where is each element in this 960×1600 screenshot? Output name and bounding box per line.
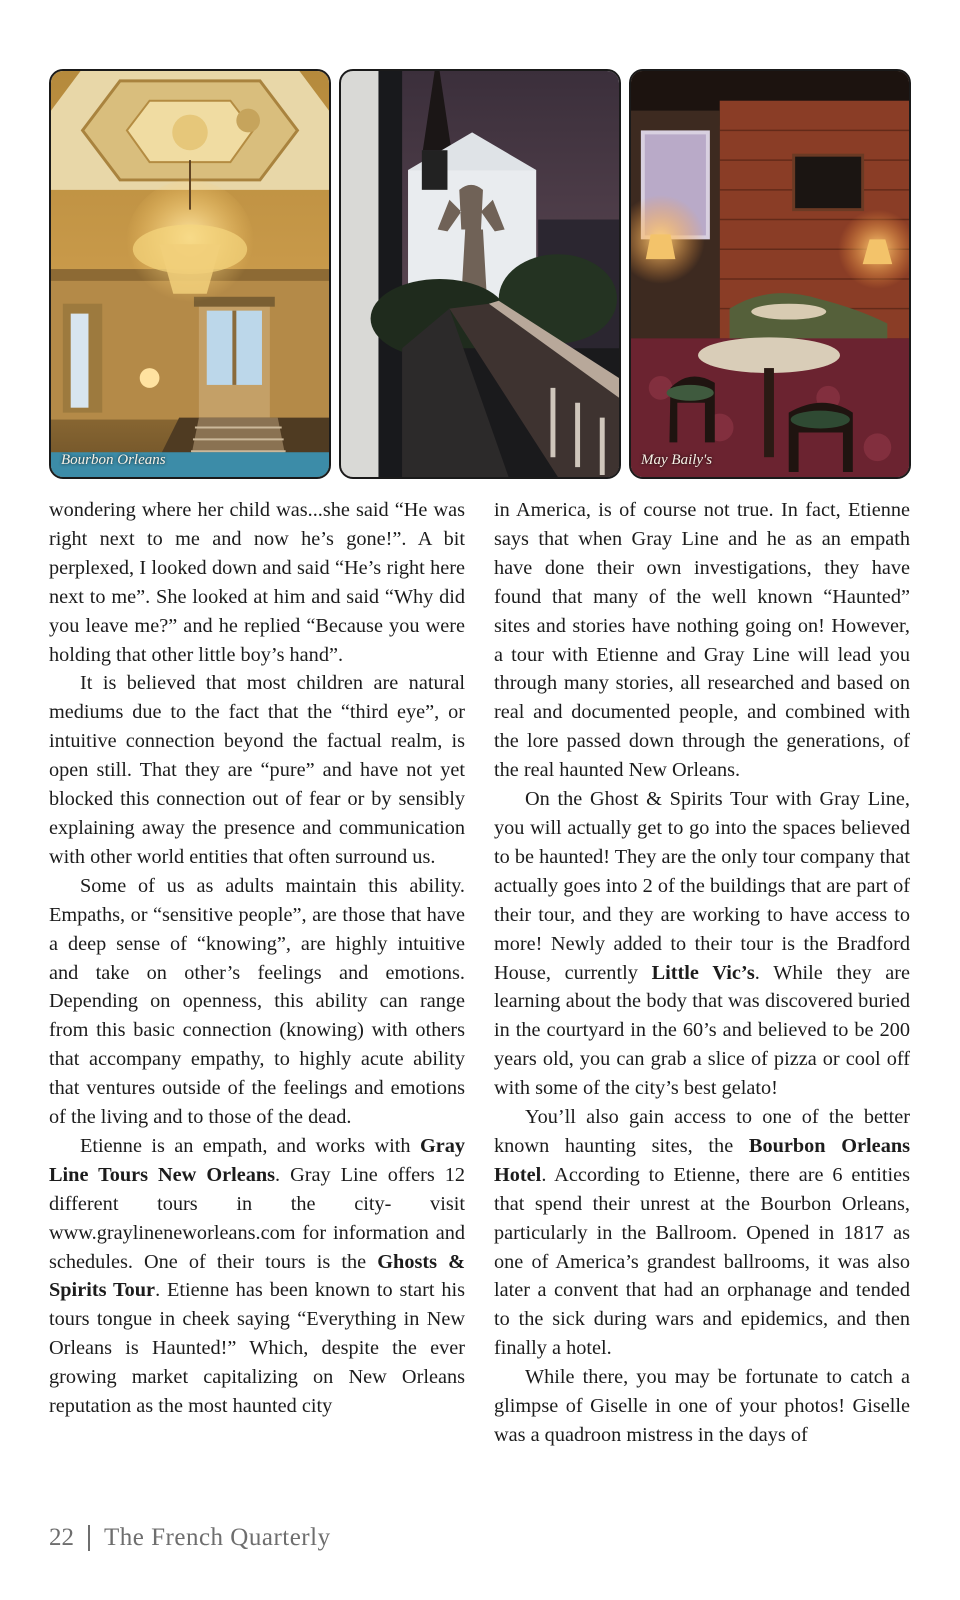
photo-st-louis-cathedral-night	[339, 69, 621, 479]
article-paragraph	[494, 1103, 910, 1363]
magazine-title: The French Quarterly	[104, 1524, 331, 1551]
little-vics-bold: Little Vic’s	[651, 961, 755, 984]
paragraph-text: . Gray Line offers 12 different tours in the city- visit www.graylineneworleans.com for information and schedules. One of their tours is the	[49, 1163, 465, 1273]
article-paragraph: Some of us as adults maintain this ability. Empaths, or “sensitive people”, are those that have a deep sense of “knowing”, are highly intuitive and take on other’s feelings and emotions. Depending on openness, this ability can range from this basic connection (knowing) with others that accompany empathy, to highly acute ability that ventures outside of the feelings and emotions of the living and to those of the dead.	[49, 874, 465, 1129]
photo-may-bailys-interior	[629, 69, 911, 479]
page-number: 22	[49, 1524, 74, 1551]
page-footer	[49, 1524, 331, 1552]
article-column-left	[49, 496, 465, 1421]
ghosts-spirits-tour-bold: Ghosts & Spirits Tour	[49, 1250, 465, 1302]
paragraph-text: . According to Etienne, there are 6 entities that spend their unrest at the Bourbon Orleans, particularly in the Ballroom. Opened in 1817 as one of America’s grandest ballrooms, it was also later a convent that had an orphanage and tended to the sick during wars and epidemics, and then finally a hotel.	[494, 1163, 910, 1360]
article-paragraph: wondering where her child was...she said “He was right next to me and now he’s gone!”. A bit perplexed, I looked down and said “He’s right here next to me”. She looked at him and said “Why did you leave me?” and he replied “Because you were holding that other little boy’s hand”.	[49, 499, 465, 666]
paragraph-text: . While they are learning about the body that was discovered buried in the courtyard in the 60’s and believed to be 200 years old, you can grab a slice of pizza or cool off with some of the city’s best gelato!	[494, 961, 910, 1100]
article-paragraph: in America, is of course not true. In fact, Etienne says that when Gray Line and he as an empath have done their own investigations, they have found that many of the well known “Haunted” sites and stories have nothing going on! However, a tour with Etienne and Gray Line will lead you through many stories, all researched and based on real and documented people, and combined with the lore passed down through the generations, of the real haunted New Orleans.	[494, 499, 910, 782]
paragraph-text: On the Ghost & Spirits Tour with Gray Line, you will actually get to go into the spaces believed to be haunted! They are the only tour company that actually goes into 2 of the buildings that are part of their tour, and they are working to have access to more! Newly added to their tour is the Bradford House, currently	[494, 788, 910, 984]
bourbon-orleans-hotel-bold: Bourbon Orleans Hotel	[494, 1134, 911, 1186]
paragraph-text: Etienne is an empath, and works with	[80, 1134, 420, 1157]
paragraph-text: You’ll also gain access to one of the better known haunting sites, the	[494, 1106, 910, 1157]
article-paragraph	[49, 1132, 465, 1421]
paragraph-text: . Etienne has been known to start his tours tongue in cheek saying “Everything in New Orleans is Haunted!” Which, despite the ever growing market capitalizing on New Orleans reputation as the most haunted city	[49, 1279, 465, 1418]
photo-caption-may-bailys: May Baily's	[641, 452, 713, 468]
article-paragraph: While there, you may be fortunate to catch a glimpse of Giselle in one of your photos! Giselle was a quadroon mistress in the days of	[494, 1366, 910, 1446]
footer-divider	[88, 1525, 90, 1551]
photo-bourbon-orleans-ballroom	[49, 69, 331, 479]
article-column-right	[494, 496, 910, 1450]
gray-line-tours-link-text: Gray Line Tours New Orleans	[49, 1134, 465, 1186]
article-paragraph: It is believed that most children are natural mediums due to the fact that the “third eye”, or intuitive connection beyond the factual realm, is open still. That they are “pure” and have not yet blocked this connection out of fear or by sensibly explaining away the presence and communication with other world entities that often surround us.	[49, 672, 465, 868]
article-paragraph	[494, 785, 910, 1103]
photo-caption-bourbon-orleans: Bourbon Orleans	[61, 452, 166, 468]
